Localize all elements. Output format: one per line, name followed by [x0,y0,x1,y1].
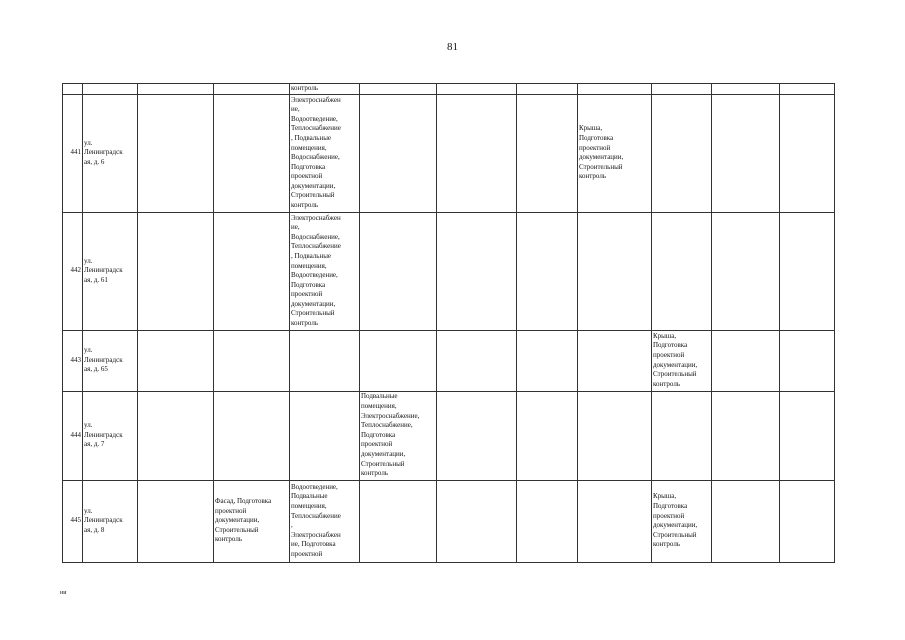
work-cell [578,330,652,391]
row-number: 444 [63,391,83,480]
address-cell: ул. Ленинградск ая, д. 7 [83,391,138,480]
work-cell: Электроснабжен ие, Водоотведение, Теплоснабжение , Подвальные помещения, Водоснабжение, Подготовка проектной документации, Строительный контроль [290,94,360,212]
work-cell [290,330,360,391]
address-cell: ул. Ленинградск ая, д. 6 [83,94,138,212]
table-row [63,94,835,212]
work-cell: Крыша, Подготовка проектной документации, Строительный контроль [652,480,712,562]
work-cell: Крыша, Подготовка проектной документации, Строительный контроль [578,94,652,212]
work-cell [214,330,290,391]
work-cell [360,212,437,330]
work-cell [578,480,652,562]
table-row-fragment [63,84,835,95]
work-cell: Водоотведение, Подвальные помещения, Теплоснабжение , Электроснабжен ие, Подготовка проектной [290,480,360,562]
row-number: 443 [63,330,83,391]
cell-fragment: контроль [290,84,360,95]
registry-table [62,83,835,563]
address-cell: ул. Ленинградск ая, д. 8 [83,480,138,562]
table-row [63,330,835,391]
table-row [63,391,835,480]
work-cell [652,212,712,330]
address-cell: ул. Ленинградск ая, д. 61 [83,212,138,330]
table-row [63,480,835,562]
work-cell [214,212,290,330]
footer-mark: ни [60,590,67,596]
work-cell [360,94,437,212]
work-cell [360,330,437,391]
work-cell [214,391,290,480]
work-cell [578,212,652,330]
work-cell: Фасад, Подготовка проектной документации, Строительный контроль [214,480,290,562]
work-cell [290,391,360,480]
address-cell: ул. Ленинградск ая, д. 65 [83,330,138,391]
work-cell [652,94,712,212]
table-row [63,212,835,330]
work-cell: Крыша, Подготовка проектной документации, Строительный контроль [652,330,712,391]
row-number: 445 [63,480,83,562]
work-cell: Электроснабжен ие, Водоснабжение, Теплоснабжение , Подвальные помещения, Водоотведение, Подготовка проектной документации, Строительный контроль [290,212,360,330]
page-number: 81 [447,41,458,53]
work-cell [652,391,712,480]
row-number: 441 [63,94,83,212]
work-cell: Подвальные помещения, Электроснабжение, Теплоснабжение, Подготовка проектной документации, Строительный контроль [360,391,437,480]
work-cell [578,391,652,480]
row-number: 442 [63,212,83,330]
work-cell [214,94,290,212]
work-cell [360,480,437,562]
